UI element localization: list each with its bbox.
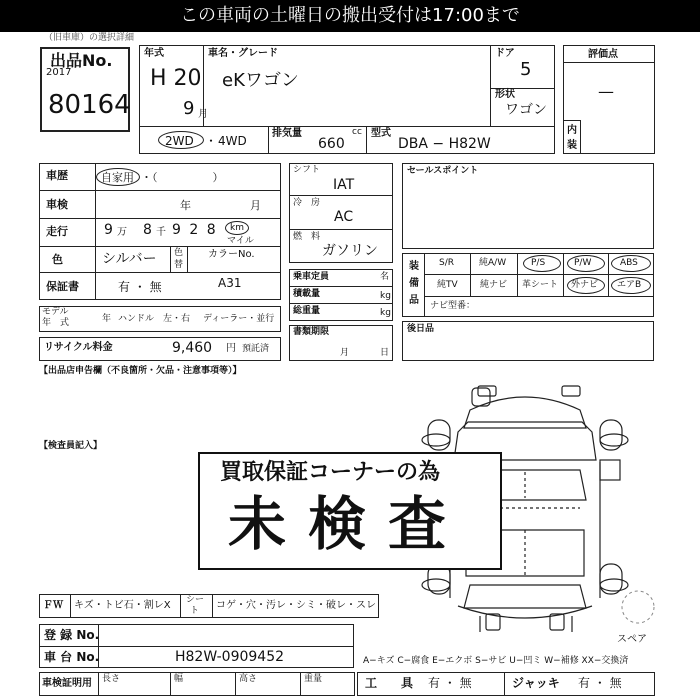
cert-length: 長さ [102, 674, 121, 684]
car-name-value: eKワゴン [222, 70, 299, 91]
rating-value: — [598, 82, 614, 101]
displacement-value: 660 [318, 136, 345, 152]
load-label: 積載量 [293, 289, 321, 299]
cropped-header-text: （旧車庫）の選択詳細 [44, 33, 135, 43]
navi-model-label: ナビ型番： [430, 301, 476, 311]
equipment-label-1: 装 [409, 261, 419, 272]
equipment-label-2: 備 [409, 278, 419, 289]
rating-label: 評価点 [588, 49, 618, 60]
model-month-value: 9 [183, 98, 195, 119]
doors-value: 5 [520, 59, 532, 80]
interior-label-1: 内 [567, 125, 577, 136]
equip-airbag: エアB [617, 280, 642, 290]
model-year-row-year-unit: 年 [102, 314, 112, 324]
color-change-bottom: 替 [174, 260, 184, 270]
capacity-label: 乗車定員 [293, 272, 330, 282]
fw-exterior-codes: キズ・トビ石・割レX [74, 600, 171, 611]
displacement-unit: cc [352, 127, 362, 137]
stamp-line-2: 未検査 [228, 490, 469, 558]
cert-weight: 重量 [304, 674, 323, 684]
drive-2wd: 2WD [165, 134, 194, 148]
equip-leather: 革シート [522, 280, 559, 290]
fw-seat-bottom: ト [190, 606, 200, 616]
cert-label: 車検証明用 [42, 678, 92, 689]
docs-deadline-month: 月 [340, 348, 350, 358]
drive-4wd: 4WD [218, 134, 247, 148]
lot-number-label: 出品No. [50, 51, 113, 70]
registration-label: 登 録 No. [44, 628, 100, 642]
aftermarket-label: 後日品 [407, 324, 435, 334]
spare-label: スペア [617, 634, 647, 645]
recycle-note: 預託済 [242, 344, 270, 354]
warranty-value: 有 ・ 無 [118, 280, 162, 294]
fw-seat-codes: コゲ・穴・汚レ・シミ・破レ・スレ [216, 600, 376, 611]
aircon-label: 冷 房 [293, 198, 321, 208]
cert-width: 幅 [174, 674, 184, 684]
model-code-value: DBA − H82W [398, 136, 491, 152]
aftermarket-box [402, 321, 654, 361]
chassis-label: 車 台 No. [44, 650, 100, 664]
stamp-line-1: 買取保証コーナーの為 [220, 460, 441, 485]
interior-label-2: 装 [567, 140, 577, 151]
inspection-year-unit: 年 [180, 199, 191, 212]
cert-height: 高さ [239, 674, 258, 684]
tools-value: 有 ・ 無 [428, 676, 472, 690]
color-code-label: カラーNo. [208, 249, 255, 260]
jack-label: ジャッキ [512, 676, 560, 690]
seller-notes-label: 【出品店申告欄（不良箇所・欠品・注意事項等）】 [39, 366, 242, 376]
recycle-value: 9,460 [172, 340, 213, 356]
color-code-value: A31 [218, 276, 242, 290]
displacement-label: 排気量 [272, 128, 302, 139]
mileage-digits: 9 2 8 [172, 222, 218, 238]
dealer-option: ディーラー・並行 [203, 314, 275, 324]
docs-deadline-label: 書類期限 [293, 327, 330, 337]
saturday-pickup-banner: この車両の土曜日の搬出受付は17:00まで [0, 0, 700, 32]
load-unit: kg [380, 291, 391, 301]
aircon-value: AC [334, 209, 354, 225]
equip-abs: ABS [620, 258, 638, 268]
lot-number-value: 80164 [48, 90, 131, 120]
equipment-label-3: 品 [409, 295, 419, 306]
mileage-km: km [230, 223, 244, 233]
history-label: 車歴 [46, 169, 68, 182]
capacity-unit: 名 [380, 272, 390, 282]
fuel-label: 燃 料 [293, 232, 321, 242]
history-other: ・（ ） [141, 171, 224, 184]
inspection-label: 車検 [46, 198, 68, 211]
gross-weight-label: 総重量 [293, 306, 321, 316]
damage-legend: A−キズ C−腐食 E−エクボ S−サビ U−凹ミ W−補修 XX−交換済 [363, 656, 629, 666]
body-shape-value: ワゴン [505, 102, 547, 118]
equip-power-windows: P/W [574, 258, 592, 268]
chassis-value: H82W-0909452 [175, 649, 285, 665]
color-change-top: 色 [174, 248, 184, 258]
warranty-label: 保証書 [46, 280, 79, 293]
fw-label: ＦＷ [43, 600, 63, 611]
model-year-row-label-top: モデル [42, 307, 69, 317]
fw-seat-top: シー [186, 595, 205, 605]
equip-tv: 純TV [437, 280, 458, 290]
mileage-sen-unit: 千 [156, 227, 166, 238]
equip-sunroof: S/R [439, 258, 454, 268]
recycle-unit: 円 [226, 343, 236, 354]
inspector-notes-label: 【検査員記入】 [39, 441, 103, 451]
handle-option: ハンドル 左・右 [118, 314, 191, 324]
lot-year: 2017 [46, 67, 72, 78]
inspection-month-unit: 月 [250, 199, 261, 212]
recycle-label: リサイクル料金 [44, 342, 113, 353]
mileage-man-unit: 万 [117, 227, 127, 238]
jack-value: 有 ・ 無 [578, 676, 622, 690]
gross-weight-unit: kg [380, 308, 391, 318]
model-year-row-label-bottom: 年 式 [42, 318, 70, 328]
mileage-sen: 8 [143, 222, 152, 238]
tools-label: 工 具 [365, 676, 414, 690]
fuel-value: ガソリン [322, 243, 378, 259]
equip-power-steering: P/S [531, 258, 546, 268]
model-code-label: 型式 [371, 128, 391, 139]
model-year-label: 年式 [144, 48, 164, 59]
drive-separator: ・ [205, 134, 218, 148]
model-year-value: H 20 [150, 66, 202, 91]
car-name-label: 車名・グレード [208, 48, 278, 59]
docs-deadline-day: 日 [380, 348, 390, 358]
shift-value: IAT [333, 177, 355, 193]
equip-aftermarket-navi: 外ナビ [571, 280, 599, 290]
shift-label: シフト [293, 165, 321, 175]
sales-points-label: セールスポイント [407, 166, 479, 176]
color-value: シルバー [102, 251, 157, 267]
equip-alloy-wheels: 純A/W [479, 258, 507, 268]
history-private: 自家用 [101, 171, 134, 184]
mileage-label: 走行 [46, 225, 68, 238]
body-shape-label: 形状 [495, 89, 515, 100]
equip-navi: 純ナビ [480, 280, 508, 290]
doors-label: ドア [495, 48, 515, 59]
mileage-man: 9 [104, 222, 113, 238]
color-label: 色 [52, 253, 63, 266]
model-month-unit: 月 [198, 109, 208, 120]
mileage-mile: マイル [227, 236, 254, 246]
